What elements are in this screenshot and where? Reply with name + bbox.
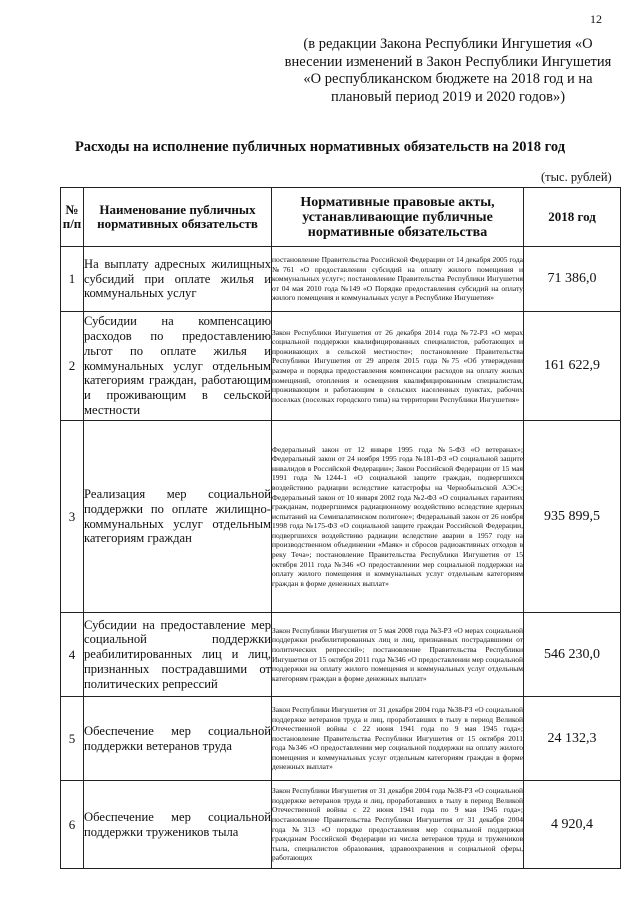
page-title: Расходы на исполнение публичных нормативных обязательств на 2018 год [74,139,566,155]
row-number: 1 [61,247,84,312]
legal-acts: Закон Республики Ингушетия от 31 декабря 2004 года №38-РЗ «О социальной поддержке ветеранов труда и лиц, проработавших в тылу в период Великой Отечественной войны с 22 июня 1941 года по 9 мая 1945 года»; постановление Правительства Республики Ингушетия от 31 декабря 2004 года №313 «О порядке предоставления мер социальной поддержки гражданам Российской Федерации из числа ветеранов труда и тружеников тыла, специалистов образования, здравоохранения и социальной сферы, работающих [272,781,524,869]
header-amount: 2018 год [524,188,621,247]
obligation-name: Субсидии на предоставление мер социальной поддержки реабилитированных лиц и лиц, признанных пострадавшими от политических репрессий [84,613,272,697]
obligations-table [60,187,621,869]
table-row [61,421,621,613]
table-row [61,613,621,697]
legal-acts: Закон Республики Ингушетия от 31 декабря 2004 года №38-РЗ «О социальной поддержке ветеранов труда и лиц, проработавших в тылу в период Великой Отечественной войны с 22 июня 1941 года по 9 мая 1945 года»; постановление Правительства Республики Ингушетия от 15 октября 2011 года №346 «О предоставлении мер социальной поддержки на оплату жилого помещения и коммунальных услуг отдельным категориям граждан в форме денежных выплат» [272,697,524,781]
row-number: 4 [61,613,84,697]
table-header-row [61,188,621,247]
legal-acts: Закон Республики Ингушетия от 26 декабря 2014 года №72-РЗ «О мерах социальной поддержки квалифицированных специалистов, работающих и проживающих в сельской местности»; постановление Правительства Республики Ингушетия от 29 апреля 2015 года №75 «Об утверждении размера и порядка предоставления компенсации расходов на оплату жилых помещений, отопления и освещения квалифицированным специалистам, проживающим и работающим в сельских населенных пунктах, рабочих поселках (поселках городского типа) на территории Республики Ингушетия» [272,312,524,421]
table-row [61,697,621,781]
amount-2018: 4 920,4 [524,781,621,869]
units-note: (тыс. рублей) [541,170,612,184]
table-row [61,247,621,312]
header-name: Наименование публичных нормативных обязательств [84,188,272,247]
obligation-name: Обеспечение мер социальной поддержки тружеников тыла [84,781,272,869]
obligation-name: На выплату адресных жилищных субсидий при оплате жилья и коммунальных услуг [84,247,272,312]
legal-acts: Федеральный закон от 12 января 1995 года №5-ФЗ «О ветеранах»; Федеральный закон от 24 ноября 1995 года №181-ФЗ «О социальной защите инвалидов в Российской Федерации»; Закон Российской Федерации от 15 мая 1991 года №1244-1 «О социальной защите граждан, подвергшихся воздействию радиации вследствие катастрофы на Чернобыльской АЭС»; Федеральный закон от 10 января 2002 года №2-ФЗ «О социальных гарантиях гражданам, подвергшимся радиационному воздействию вследствие ядерных испытаний на Семипалатинском полигоне»; Федеральный закон от 26 ноября 1998 года №175-ФЗ «О социальной защите граждан Российской Федерации, подвергшихся воздействию радиации вследствие аварии в 1957 году на производственном объединении «Маяк» и сбросов радиоактивных отходов в реку Теча»; постановление Правительства Республики Ингушетия от 15 октября 2011 года №346 «О предоставлении мер социальной поддержки на оплату жилого помещения и коммунальных услуг отдельным категориям граждан в форме денежных выплат» [272,421,524,613]
amount-2018: 161 622,9 [524,312,621,421]
page-number: 12 [590,12,602,26]
header-acts: Нормативные правовые акты, устанавливающие публичные нормативные обязательства [272,188,524,247]
table-row [61,781,621,869]
amount-2018: 71 386,0 [524,247,621,312]
obligation-name: Субсидии на компенсацию расходов по предоставлению льгот по оплате жилья и коммунальных услуг отдельным категориям граждан, работающим и проживающим в сельской местности [84,312,272,421]
row-number: 3 [61,421,84,613]
legal-acts: постановление Правительства Российской Федерации от 14 декабря 2005 года №761 «О предоставлении субсидий на оплату жилого помещения и коммунальных услуг»; постановление Правительства Республики Ингушетия от 04 мая 2010 года №149 «О Порядке предоставления субсидий на оплату жилого помещения и коммунальных услуг в Республике Ингушетия» [272,247,524,312]
amount-2018: 935 899,5 [524,421,621,613]
obligation-name: Обеспечение мер социальной поддержки ветеранов труда [84,697,272,781]
amount-2018: 546 230,0 [524,613,621,697]
row-number: 2 [61,312,84,421]
header-number: № п/п [61,188,84,247]
law-edition-note: (в редакции Закона Республики Ингушетия «О внесении изменений в Закон Республики Ингушетия «О республиканском бюджете на 2018 год и на плановый период 2019 и 2020 годов») [284,36,612,105]
table-row [61,312,621,421]
row-number: 6 [61,781,84,869]
amount-2018: 24 132,3 [524,697,621,781]
row-number: 5 [61,697,84,781]
obligation-name: Реализация мер социальной поддержки по оплате жилищно-коммунальных услуг отдельным категориям граждан [84,421,272,613]
legal-acts: Закон Республики Ингушетия от 5 мая 2008 года №3-РЗ «О мерах социальной поддержки реабилитированных лиц и лиц, признанных пострадавшими от политических репрессий»; постановление Правительства Республики Ингушетия от 15 октября 2011 года №346 «О предоставлении мер социальной поддержки на оплату жилого помещения и коммунальных услуг отдельным категориям граждан в форме денежных выплат» [272,613,524,697]
